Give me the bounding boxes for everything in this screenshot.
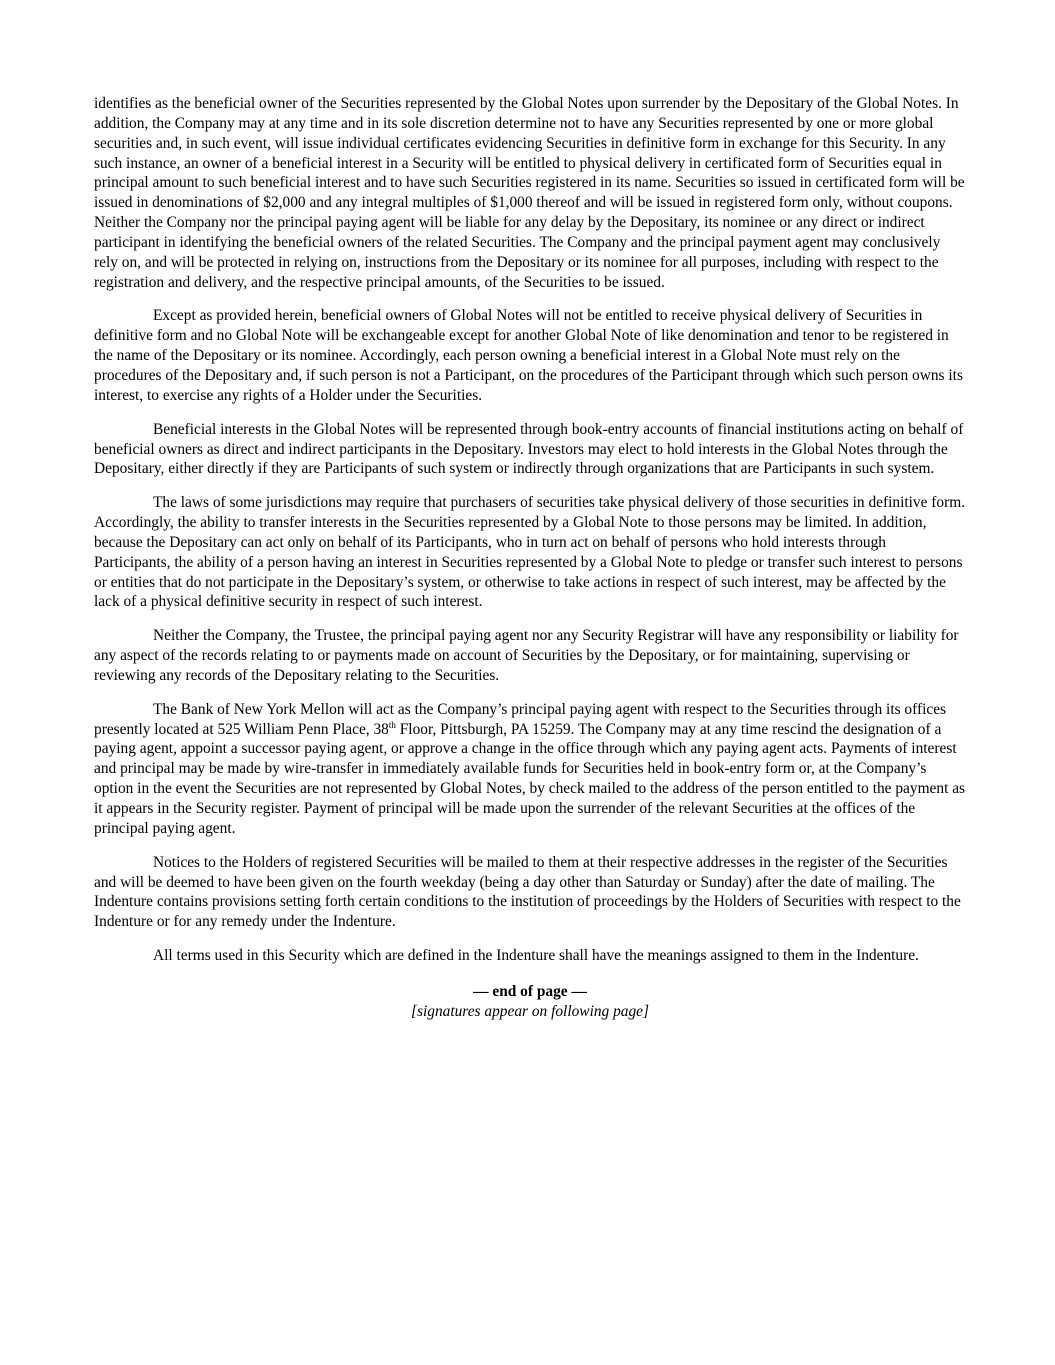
signature-note: [signatures appear on following page] [411,1002,649,1020]
paying-agent-text-end: Floor, Pittsburgh, PA 15259. The Company may at any time rescind the designation of a paying agent, appoint a successor paying agent, or approve a change in the office through which any paying agent acts. Payments of interest and principal may be made by wire-transfer in immediately available funds for Securities held in book-entry form or, at the Company’s option in the event the Securities are not represented by Global Notes, by check mailed to the address of the person entitled to the payment as it appears in the Security register. Payment of principal will be made upon the surrender of the relevant Securities at the offices of the principal paying agent. [94,720,966,837]
paying-agent-text-start: The Bank of New York Mellon will act as the Company’s principal paying agent with respect to the Securities through its offices presently located at 525 William Penn Place, 38 [94,700,947,738]
ordinal-suffix: th [388,719,396,730]
paragraph-jurisdiction-laws: The laws of some jurisdictions may require that purchasers of securities take physical delivery of those securities in definitive form. Accordingly, the ability to transfer interests in the Securities represented by a Global Note to those persons may be limited. In addition, because the Depositary can act only on behalf of its Participants, who in turn act on behalf of persons who hold interests through Participants, the ability of a person having an interest in Securities represented by a Global Note to pledge or transfer such interest to persons or entities that do not participate in the Depositary’s system, or otherwise to take actions in respect of such interest, may be affected by the lack of a physical definitive security in respect of such interest. [94,494,966,611]
paragraph-defined-terms: All terms used in this Security which are defined in the Indenture shall have the meanings assigned to them in the Indenture. [153,947,919,965]
page-closing [94,982,966,1022]
paragraph-book-entry-accounts: Beneficial interests in the Global Notes will be represented through book-entry accounts of financial institutions acting on behalf of beneficial owners as direct and indirect participants in the Depositary. Investors may elect to hold interests in the Global Notes through the Depositary, either directly if they are Participants of such system or indirectly through organizations that are Participants in such system. [94,420,964,478]
paragraph-responsibility-disclaimer: Neither the Company, the Trustee, the principal paying agent nor any Security Registrar will have any responsibility or liability for any aspect of the records relating to or payments made on account of Securities by the Depositary, or for maintaining, supervising or reviewing any records of the Depositary relating to the Securities. [94,627,959,684]
end-of-page-marker: — end of page — [473,982,587,1000]
paragraph-global-notes-continuation: identifies as the beneficial owner of the Securities represented by the Global Notes upon surrender by the Depositary of the Global Notes. In addition, the Company may at any time and in its sole discretion determine not to have any Securities represented by one or more global securities and, in such event, will issue individual certificates evidencing Securities in definitive form in exchange for this Security. In any such instance, an owner of a beneficial interest in a Security will be entitled to physical delivery in certificated form of Securities equal in principal amount to such beneficial interest and to have such Securities registered in its name. Securities so issued in certificated form will be issued in denominations of $2,000 and any integral multiples of $1,000 thereof and will be issued in registered form only, without coupons. Neither the Company nor the principal paying agent will be liable for any delay by the Depositary, its nominee or any direct or indirect participant in identifying the beneficial owners of the related Securities. The Company and the principal payment agent may conclusively rely on, and will be protected in relying on, instructions from the Depositary or its nominee for all purposes, including with respect to the registration and delivery, and the respective principal amounts, of the Securities to be issued. [94,95,965,291]
paragraph-paying-agent [94,700,966,839]
paragraph-beneficial-owners: Except as provided herein, beneficial owners of Global Notes will not be entitled to receive physical delivery of Securities in definitive form and no Global Note will be exchangeable except for another Global Note of like denomination and tenor to be registered in the name of the Depositary or its nominee. Accordingly, each person owning a beneficial interest in a Global Note must rely on the procedures of the Depositary and, if such person is not a Participant, on the procedures of the Participant through which such person owns its interest, to exercise any rights of a Holder under the Securities. [94,307,963,404]
document-body [94,94,966,1022]
paragraph-notices: Notices to the Holders of registered Securities will be mailed to them at their respective addresses in the register of the Securities and will be deemed to have been given on the fourth weekday (being a day other than Saturday or Sunday) after the date of mailing. The Indenture contains provisions setting forth certain conditions to the institution of proceedings by the Holders of Securities with respect to the Indenture or for any remedy under the Indenture. [94,853,961,931]
